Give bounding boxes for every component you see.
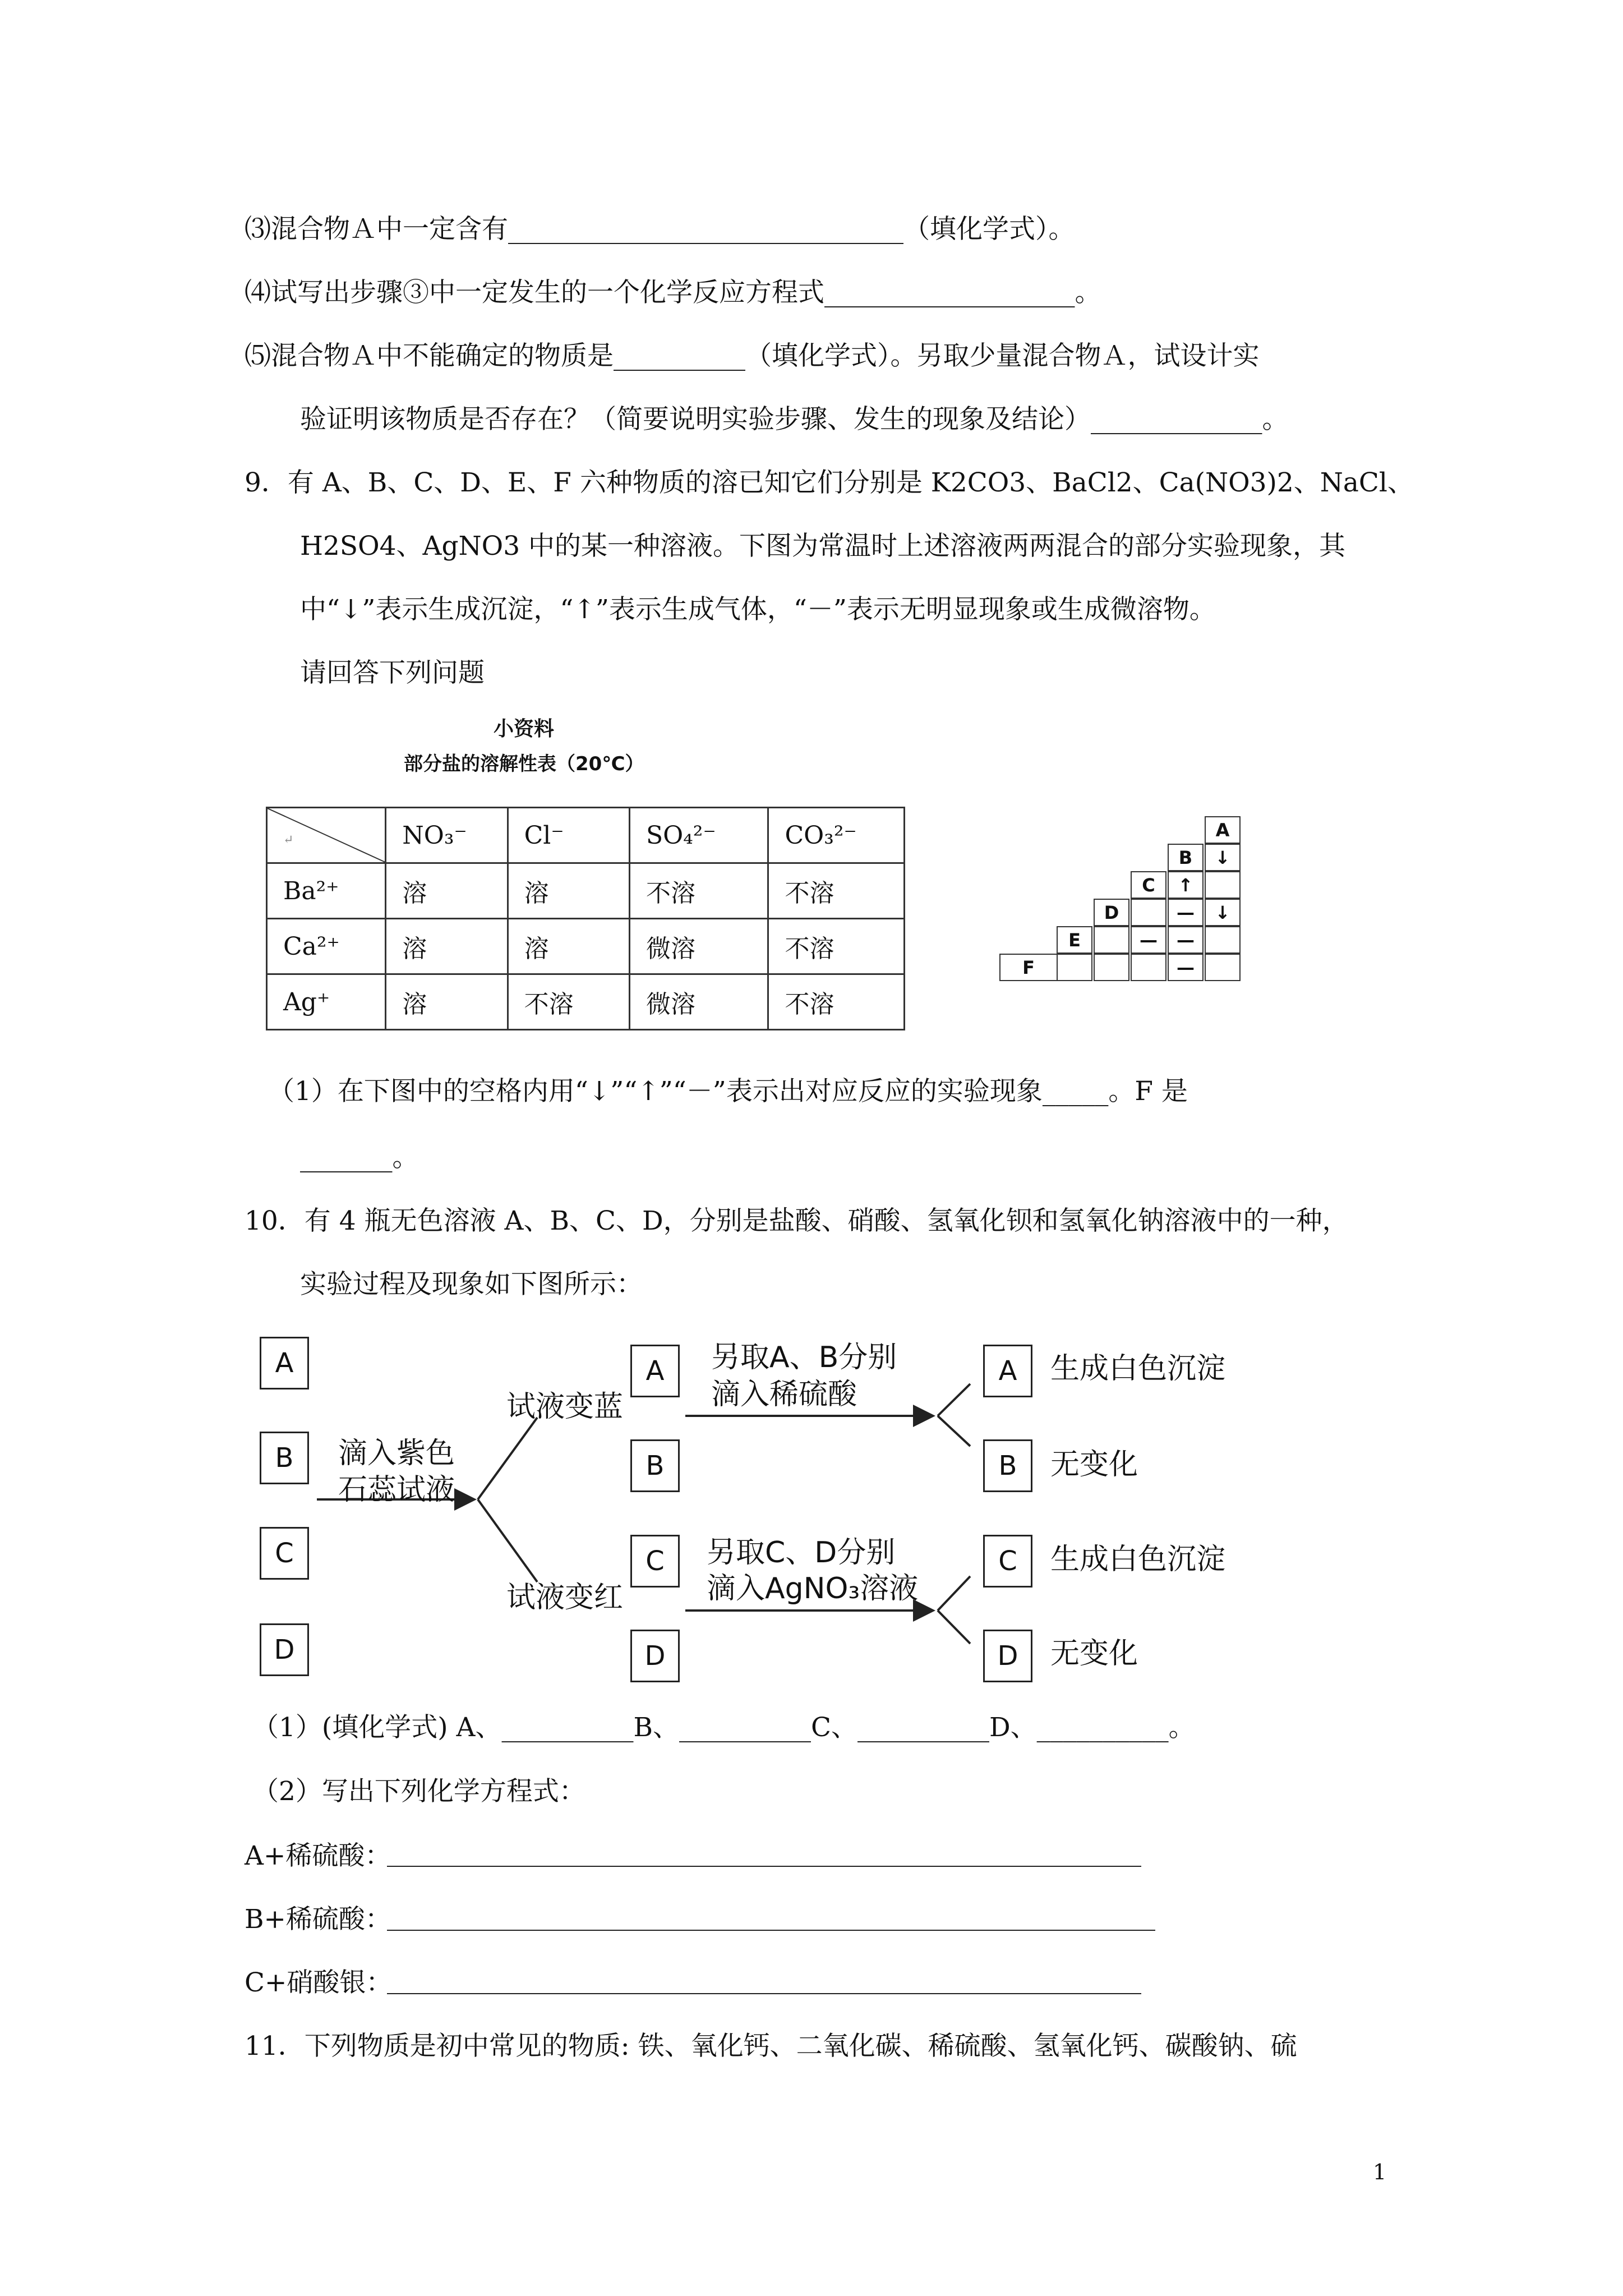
q10-sub2: （2）写出下列化学方程式： bbox=[252, 1776, 585, 1807]
q9-line1: 9．有 A、B、C、D、E、F 六种物质的溶已知它们分别是 K2CO3、BaCl2、Ca(NO3)2、NaCl、 bbox=[245, 467, 1414, 498]
table-cell: 溶 bbox=[508, 919, 629, 974]
q8-item3: ⑶混合物Ａ中一定含有______________________________（填化学式）。 bbox=[245, 214, 1075, 245]
q9-line2: H2SO4、AgNO3 中的某一种溶液。下图为常温时上述溶液两两混合的部分实验现象，其 bbox=[300, 531, 1346, 562]
eq2-answer-line[interactable] bbox=[387, 1930, 1155, 1931]
eq1-label: A+稀硫酸： bbox=[245, 1841, 391, 1871]
table-cell: 溶 bbox=[386, 919, 508, 974]
result-a: 生成白色沉淀 bbox=[1050, 1352, 1226, 1386]
q9-line4: 请回答下列问题 bbox=[300, 657, 485, 688]
anion-header: SO₄²⁻ bbox=[629, 808, 768, 863]
result-c: 生成白色沉淀 bbox=[1050, 1543, 1226, 1576]
step2a-label-2: 滴入稀硫酸 bbox=[711, 1378, 857, 1411]
grid-cell-f-b: — bbox=[1168, 954, 1204, 981]
table-cell: 不溶 bbox=[768, 863, 905, 919]
grid-label-d: D bbox=[1094, 899, 1129, 926]
eq1-answer-line[interactable] bbox=[387, 1866, 1141, 1867]
grid-label-f: F bbox=[999, 954, 1058, 981]
step2b-label-2: 滴入AgNO₃溶液 bbox=[707, 1572, 919, 1605]
table-cell: 溶 bbox=[386, 863, 508, 919]
grid-label-c: C bbox=[1131, 871, 1166, 899]
box-c-2: C bbox=[630, 1535, 680, 1588]
box-d-2: D bbox=[630, 1630, 680, 1682]
grid-cell-d-a: ↓ bbox=[1205, 899, 1241, 926]
table-cell: 不溶 bbox=[768, 919, 905, 974]
table-cell: 不溶 bbox=[629, 863, 768, 919]
box-c-3: C bbox=[983, 1535, 1032, 1588]
grid-cell-e-b: — bbox=[1168, 926, 1204, 954]
q11-line1: 11．下列物质是初中常见的物质: 铁、氧化钙、二氧化碳、稀硫酸、氢氧化钙、碳酸钠、硫 bbox=[245, 2031, 1297, 2062]
step1-label-2: 石蕊试液 bbox=[338, 1473, 455, 1507]
step2b-label-1: 另取C、D分别 bbox=[707, 1536, 896, 1570]
box-a-1: A bbox=[260, 1337, 309, 1389]
table-cell: 微溶 bbox=[629, 974, 768, 1030]
red-result: 试液变红 bbox=[506, 1581, 624, 1614]
q8-item5-line1: ⑸混合物Ａ中不能确定的物质是__________（填化学式）。另取少量混合物Ａ，试设计实 bbox=[245, 341, 1260, 371]
grid-cell-d-b: — bbox=[1168, 899, 1204, 926]
cation-cell: Ca²⁺ bbox=[267, 919, 386, 974]
q9-sub1-line1: （1）在下图中的空格内用“↓”“↑”“－”表示出对应反应的实验现象_____。F 是 bbox=[268, 1076, 1188, 1107]
step1-label-1: 滴入紫色 bbox=[338, 1437, 455, 1470]
box-a-3: A bbox=[983, 1345, 1032, 1397]
blue-result: 试液变蓝 bbox=[506, 1390, 624, 1424]
box-b-2: B bbox=[630, 1439, 680, 1492]
page-number: 1 bbox=[1373, 2160, 1387, 2184]
q9-sub1-line2: _______。 bbox=[300, 1142, 419, 1173]
table-cell: 微溶 bbox=[629, 919, 768, 974]
box-d-1: D bbox=[260, 1623, 309, 1676]
grid-label-e: E bbox=[1057, 926, 1092, 954]
table-cell: 溶 bbox=[386, 974, 508, 1030]
corner-mark: ↵ bbox=[283, 832, 294, 847]
eq2-label: B+稀硫酸： bbox=[245, 1904, 391, 1935]
anion-header: NO₃⁻ bbox=[386, 808, 508, 863]
eq3-label: C+硝酸银： bbox=[245, 1967, 393, 1998]
grid-label-b: B bbox=[1168, 844, 1204, 871]
info-subtitle: 部分盐的溶解性表（20℃） bbox=[404, 753, 644, 775]
q8-item5-line2: 验证明该物质是否存在？（简要说明实验步骤、发生的现象及结论）_____________。 bbox=[300, 404, 1289, 435]
table-cell: 不溶 bbox=[508, 974, 629, 1030]
result-b: 无变化 bbox=[1050, 1448, 1138, 1481]
q10-sub1: （1）(填化学式) A、__________B、__________C、__________D、__________。 bbox=[252, 1712, 1195, 1743]
box-a-2: A bbox=[630, 1345, 680, 1397]
grid-label-a: A bbox=[1205, 816, 1241, 844]
anion-header: Cl⁻ bbox=[508, 808, 629, 863]
step2a-label-1: 另取A、B分别 bbox=[711, 1341, 897, 1374]
anion-header: CO₃²⁻ bbox=[768, 808, 905, 863]
box-b-3: B bbox=[983, 1439, 1032, 1492]
table-cell: 不溶 bbox=[768, 974, 905, 1030]
q10-line2: 实验过程及现象如下图所示： bbox=[300, 1269, 643, 1300]
q9-line3: 中“↓”表示生成沉淀，“↑”表示生成气体，“－”表示无明显现象或生成微溶物。 bbox=[300, 594, 1216, 625]
box-b-1: B bbox=[260, 1432, 309, 1484]
eq3-answer-line[interactable] bbox=[387, 1993, 1141, 1994]
grid-cell-b-a: ↓ bbox=[1205, 844, 1241, 871]
box-c-1: C bbox=[260, 1527, 309, 1580]
cation-cell: Ba²⁺ bbox=[267, 863, 386, 919]
grid-cell-c-b: ↑ bbox=[1168, 871, 1204, 899]
info-title: 小资料 bbox=[494, 717, 555, 740]
q10-line1: 10．有 4 瓶无色溶液 A、B、C、D，分别是盐酸、硝酸、氢氧化钡和氢氧化钠溶液中的一种， bbox=[245, 1205, 1349, 1236]
q8-item4: ⑷试写出步骤③中一定发生的一个化学反应方程式___________________。 bbox=[245, 277, 1101, 308]
table-cell: 溶 bbox=[508, 863, 629, 919]
result-d: 无变化 bbox=[1050, 1637, 1138, 1671]
cation-cell: Ag⁺ bbox=[267, 974, 386, 1030]
grid-cell-e-c: — bbox=[1131, 926, 1166, 954]
box-d-3: D bbox=[983, 1630, 1032, 1682]
